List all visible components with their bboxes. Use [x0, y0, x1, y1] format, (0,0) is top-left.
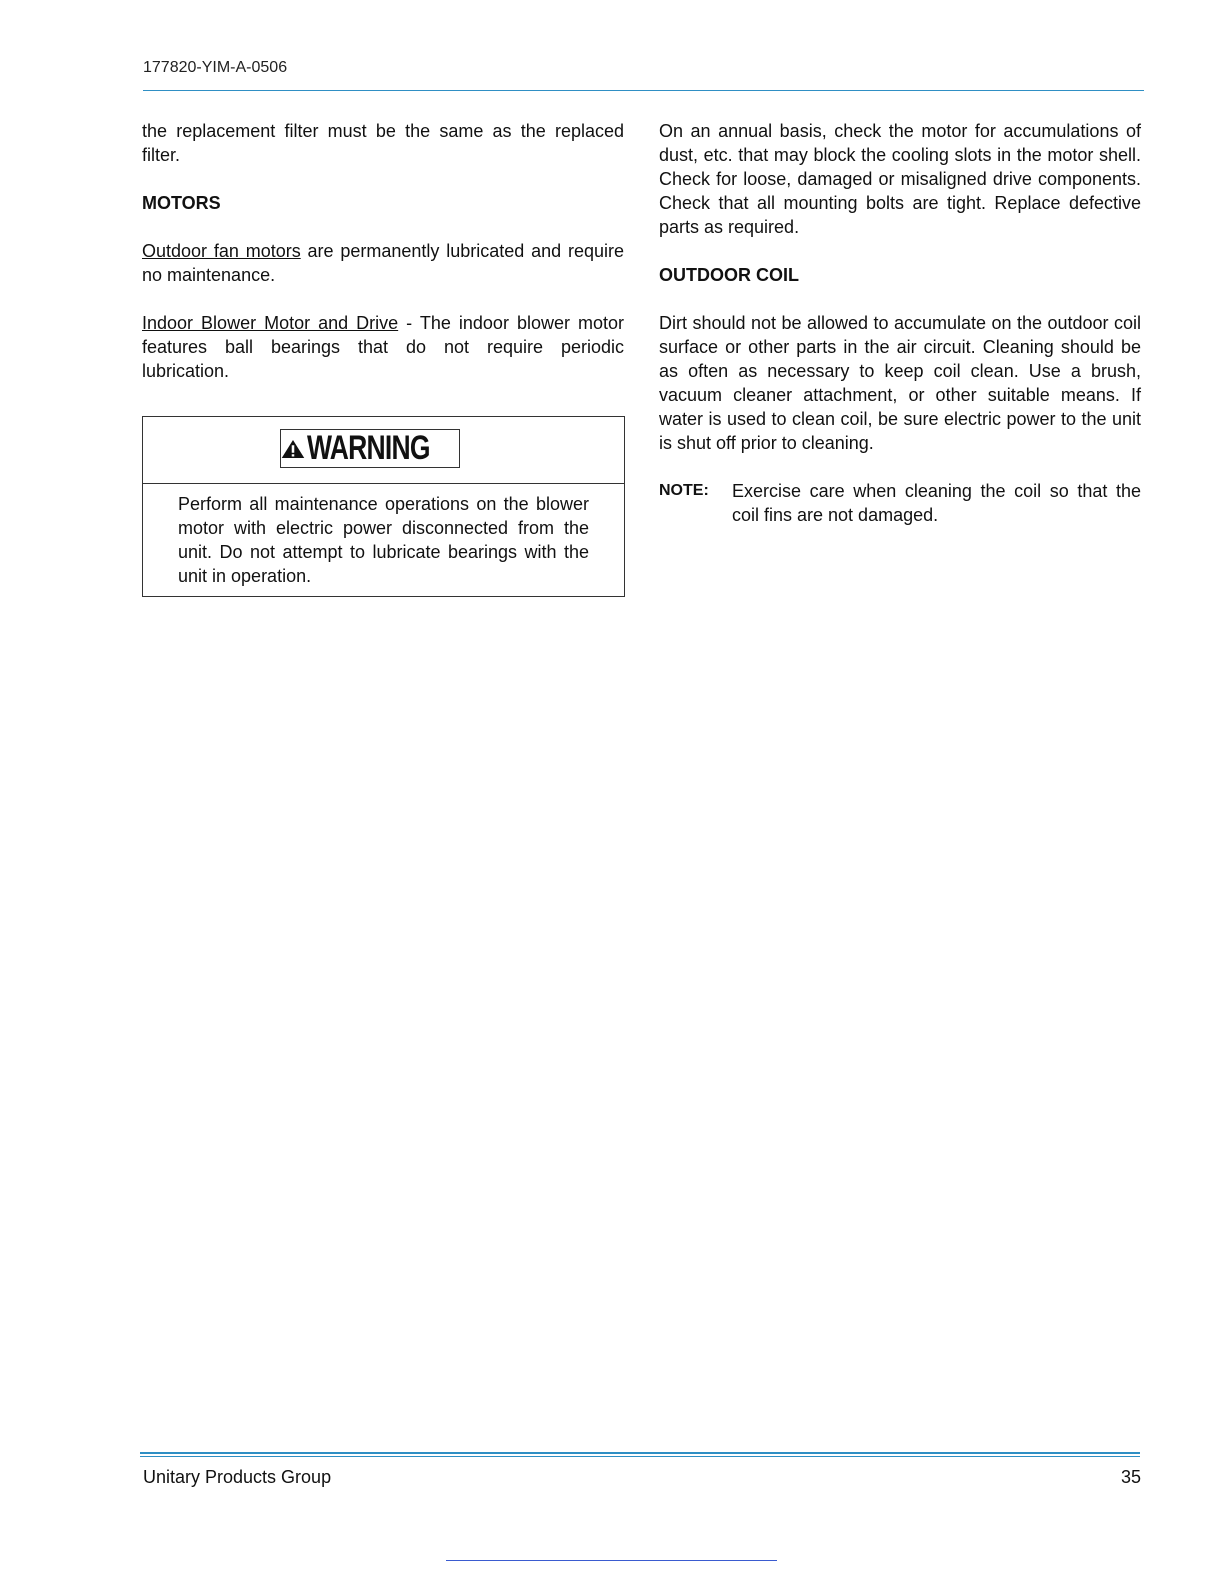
- indoor-blower-paragraph: [142, 311, 624, 383]
- footer-company: Unitary Products Group: [143, 1467, 332, 1487]
- note-label: NOTE:: [659, 482, 709, 499]
- warning-text: Perform all maintenance operations on the blower motor with electric power disconnected from the unit. Do not attempt to lubricate bearings with the unit in operation.: [178, 494, 589, 586]
- indoor-blower-term: Indoor Blower Motor and Drive: [142, 313, 399, 333]
- document-code: 177820-YIM-A-0506: [143, 59, 288, 76]
- right-column: [659, 119, 1141, 527]
- page-number: 35: [1120, 1467, 1141, 1487]
- footer-divider: [140, 1452, 1140, 1454]
- outdoor-fan-paragraph: [142, 239, 624, 287]
- bottom-rule: [446, 1560, 777, 1561]
- left-column: [142, 119, 624, 383]
- warning-box: [142, 416, 625, 597]
- outdoor-fan-text: are permanently lubricated and require no maintenance.: [142, 241, 624, 285]
- motors-heading: MOTORS: [142, 193, 221, 213]
- warning-badge: [280, 429, 460, 468]
- warning-triangle-icon: [281, 436, 305, 462]
- intro-paragraph: the replacement filter must be the same as the replaced filter.: [142, 121, 624, 165]
- outdoor-coil-paragraph: Dirt should not be allowed to accumulate on the outdoor coil surface or other parts in the air circuit. Cleaning should be as often as necessary to keep coil clean. Use a brush, vacuum cleaner attachment, or other suitable means. If water is used to clean coil, be sure electric power to the unit is shut off prior to cleaning.: [659, 313, 1141, 453]
- annual-check-paragraph: On an annual basis, check the motor for accumulations of dust, etc. that may block the cooling slots in the motor shell. Check for loose, damaged or misaligned drive components. Check that all mounting bolts are tight. Replace defective parts as required.: [659, 121, 1141, 237]
- footer-divider-thin: [140, 1456, 1140, 1457]
- outdoor-fan-motors-term: Outdoor fan motors: [142, 241, 301, 261]
- indoor-blower-text: - The indoor blower motor features ball bearings that do not require periodic lubrication.: [142, 313, 625, 381]
- warning-label: WARNING: [307, 429, 430, 467]
- outdoor-coil-heading: OUTDOOR COIL: [659, 265, 799, 285]
- warning-header: [143, 417, 624, 484]
- note-text: Exercise care when cleaning the coil so that the coil fins are not damaged.: [732, 481, 1141, 525]
- note-block: [659, 479, 1141, 527]
- header-divider: [143, 90, 1144, 91]
